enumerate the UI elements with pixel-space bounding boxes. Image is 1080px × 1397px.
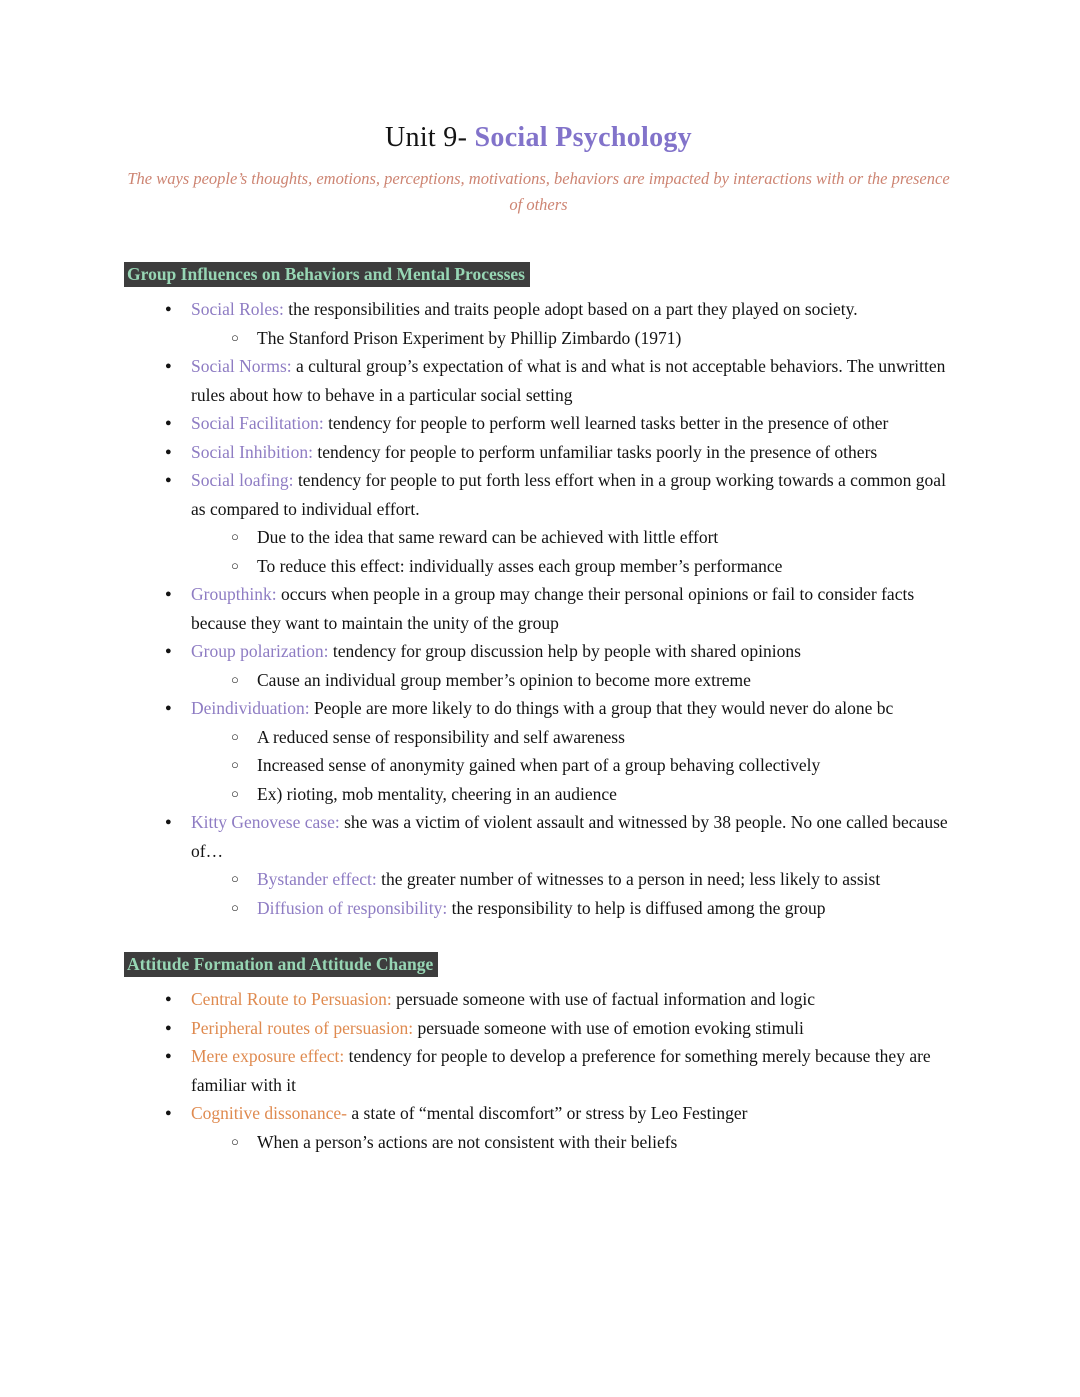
sub-list-item [229,552,950,581]
list-item-text [257,784,617,804]
definition-text: she was a victim of violent assault and witnessed by 38 people. No one called because of… [191,812,948,861]
list-item-text [191,356,945,405]
hollow-bullet-icon: ○ [231,785,239,801]
definition-text: A reduced sense of responsibility and self awareness [257,726,625,747]
list-item [163,985,950,1014]
list-item-text [257,556,782,576]
page-title-prefix: Unit 9- [385,122,475,153]
key-term: Cognitive dissonance- [191,1103,348,1123]
key-term: Bystander effect: [257,869,377,889]
hollow-bullet-icon: ○ [231,529,239,544]
page-title-highlight: Social Psychology [474,122,692,153]
key-term: Social Facilitation: [191,413,324,433]
sub-list-item [229,523,950,552]
sub-list-item [229,865,950,894]
list-item-text [191,812,948,861]
page-subtitle: The ways people’s thoughts, emotions, perceptions, motivations, behaviors are impacted by interactions with or the presence of others [127,169,950,214]
key-term: Central Route to Persuasion: [191,989,392,1009]
bullet-list [127,985,950,1156]
key-term: Social Roles: [191,299,284,319]
list-item-text [191,698,893,718]
list-item [163,1014,950,1043]
list-item [163,808,950,922]
key-term: Kitty Genovese case: [191,812,340,832]
sub-list [191,324,950,353]
list-item-text [191,584,914,633]
definition-text: Cause an individual group member’s opinion to become more extreme [257,669,751,690]
filled-bullet-icon: ● [165,1050,172,1062]
key-term: Social loafing: [191,470,294,490]
list-item-text [191,1018,804,1038]
list-item [163,295,950,352]
list-item-text [257,527,718,547]
sub-list-item [229,324,950,353]
hollow-bullet-icon: ○ [231,899,239,915]
hollow-bullet-icon: ○ [231,1133,239,1149]
list-item-text [257,670,751,690]
sub-list [191,666,950,695]
hollow-bullet-icon: ○ [231,671,239,687]
key-term: Groupthink: [191,584,277,604]
hollow-bullet-icon: ○ [231,871,239,886]
definition-text: People are more likely to do things with a group that they would never do alone bc [313,698,894,718]
hollow-bullet-icon: ○ [231,728,239,744]
page-title [127,122,950,154]
definition-text: occurs when people in a group may change their personal opinions or fail to consider facts because they want to maintain the unity of the group [191,584,915,633]
definition-text: a cultural group’s expectation of what is and what is not acceptable behaviors. The unwritten rules about how to behave in a particular social setting [191,356,946,405]
sub-list-item [229,894,950,923]
list-item-text [257,755,820,775]
key-term: Social Norms: [191,356,292,376]
list-item [163,438,950,467]
definition-text: tendency for group discussion help by people with shared opinions [332,641,801,661]
definition-text: Increased sense of anonymity gained when part of a group behaving collectively [257,755,821,775]
filled-bullet-icon: ● [165,445,172,458]
list-item [163,1099,950,1156]
hollow-bullet-icon: ○ [231,557,239,573]
filled-bullet-icon: ● [165,1107,172,1119]
filled-bullet-icon: ● [165,588,172,600]
definition-text: tendency for people to perform well learned tasks better in the presence of other [328,413,889,433]
definition-text: To reduce this effect: individually asses each group member’s performance [257,555,783,576]
document-section [127,952,950,1156]
list-item [163,409,950,438]
definition-text: The Stanford Prison Experiment by Phillip Zimbardo (1971) [257,327,682,348]
sections-container [127,262,950,1156]
filled-bullet-icon: ● [165,645,172,657]
sub-list-item [229,723,950,752]
sub-list-item [229,1128,950,1157]
sub-list-item [229,751,950,780]
key-term: Peripheral routes of persuasion: [191,1017,414,1038]
filled-bullet-icon: ● [165,360,172,372]
filled-bullet-icon: ● [165,816,172,828]
document-section [127,262,950,922]
definition-text: Ex) rioting, mob mentality, cheering in an audience [257,783,617,804]
definition-text: the responsibilities and traits people adopt based on a part they played on society. [288,299,858,319]
sub-list [191,523,950,580]
definition-text: persuade someone with use of emotion evoking stimuli [417,1017,804,1038]
definition-text: tendency for people to put forth less effort when in a group working towards a common goal as compared to individual effort. [191,470,946,519]
list-item-text [191,641,801,661]
key-term: Mere exposure effect: [191,1046,345,1066]
list-item-text [257,328,681,348]
filled-bullet-icon: ● [165,474,172,486]
list-item-text [257,727,625,747]
filled-bullet-icon: ● [165,1021,172,1034]
list-item [163,466,950,580]
list-item [163,352,950,409]
sub-list-item [229,666,950,695]
list-item [163,694,950,808]
list-item-text [191,1046,931,1095]
definition-text: persuade someone with use of factual information and logic [396,989,816,1009]
key-term: Social Inhibition: [191,441,314,462]
bullet-list [127,295,950,922]
filled-bullet-icon: ● [165,702,172,714]
definition-text: tendency for people to perform unfamiliar tasks poorly in the presence of others [317,441,878,462]
list-item [163,1042,950,1099]
sub-list-item [229,780,950,809]
definition-text: a state of “mental discomfort” or stress by Leo Festinger [351,1103,748,1123]
list-item-text [191,989,815,1009]
key-term: Diffusion of responsibility: [257,897,448,918]
filled-bullet-icon: ● [165,417,172,429]
sub-list [191,1128,950,1157]
key-term: Deindividuation: [191,698,310,718]
definition-text: the responsibility to help is diffused among the group [451,897,826,918]
section-header: Group Influences on Behaviors and Mental Processes [124,262,530,287]
list-item-text [191,1103,747,1123]
definition-text: When a person’s actions are not consistent with their beliefs [257,1131,678,1152]
list-item-text [257,898,826,918]
list-item-text [191,413,888,433]
list-item-text [191,299,858,319]
filled-bullet-icon: ● [165,303,172,315]
list-item-text [257,1132,677,1152]
definition-text: Due to the idea that same reward can be achieved with little effort [257,527,719,547]
key-term: Group polarization: [191,641,329,661]
sub-list [191,723,950,809]
list-item-text [257,869,880,889]
list-item-text [191,470,946,519]
section-header: Attitude Formation and Attitude Change [124,952,438,977]
list-item [163,637,950,694]
definition-text: tendency for people to develop a preference for something merely because they are familiar with it [191,1046,931,1095]
sub-list [191,865,950,922]
list-item-text [191,442,877,462]
hollow-bullet-icon: ○ [231,329,239,345]
filled-bullet-icon: ● [165,993,172,1005]
hollow-bullet-icon: ○ [231,757,239,772]
list-item [163,580,950,637]
definition-text: the greater number of witnesses to a person in need; less likely to assist [381,869,881,889]
